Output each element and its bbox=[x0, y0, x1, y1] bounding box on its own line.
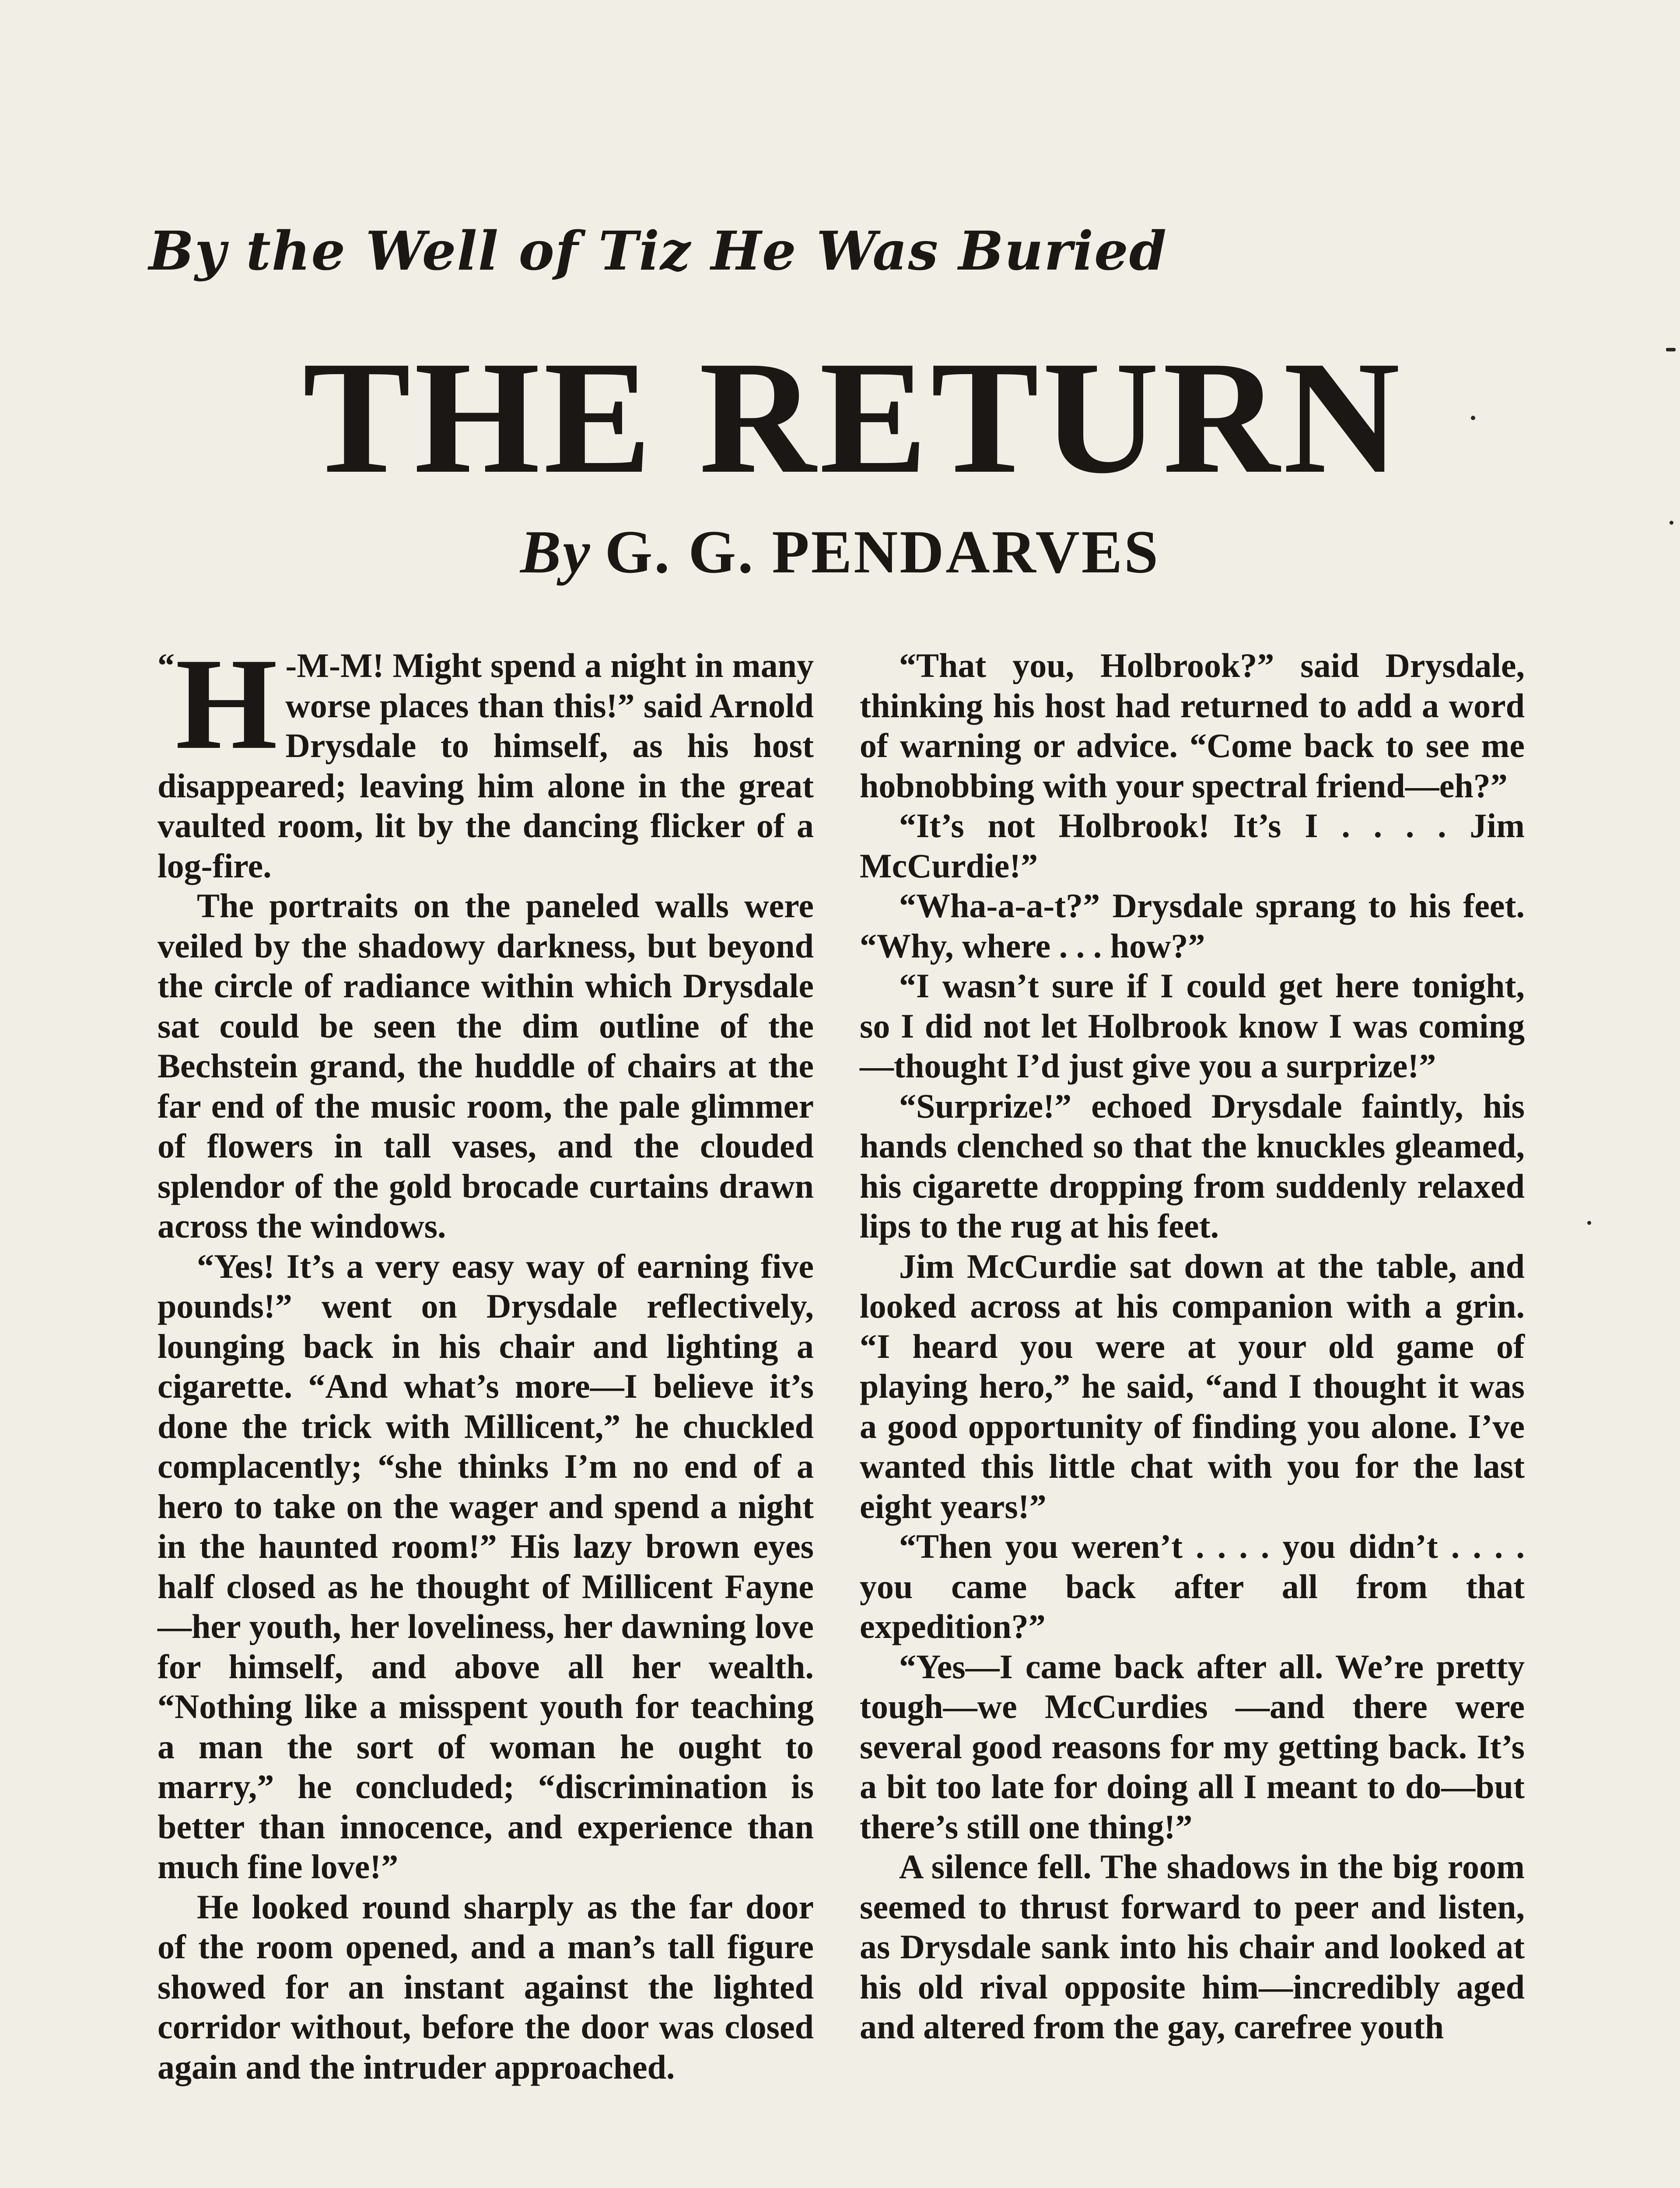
left-paragraph-1-text: -M-M! Might spend a night in many worse places than this!” said Arnold Drysdale to himself, as his host disappeared; leaving him alone in the great vaulted room, lit by the dancing flicker of a log-fire. bbox=[158, 646, 814, 885]
drop-cap: H bbox=[175, 631, 278, 776]
margin-mark bbox=[1471, 416, 1475, 420]
margin-mark bbox=[1670, 521, 1673, 525]
left-paragraph-1 bbox=[158, 631, 814, 886]
left-paragraph-4: He looked round sharply as the far door of the room opened, and a man’s tall figure showed for an instant against the lighted corridor without, before the door was closed again and the intruder approached. bbox=[158, 1887, 814, 2086]
byline-author: G. G. PENDARVES bbox=[605, 518, 1160, 586]
margin-mark bbox=[1587, 1221, 1591, 1225]
drop-quote: “ bbox=[158, 646, 175, 684]
byline bbox=[0, 519, 1680, 586]
right-paragraph-3: “Wha-a-a-t?” Drysdale sprang to his feet. “Why, where . . . how?” bbox=[860, 887, 1525, 965]
story-subtitle: By the Well of Tiz He Was Buried bbox=[149, 219, 1168, 282]
left-paragraph-3: “Yes! It’s a very easy way of earning five pounds!” went on Drysdale reflectively, lounging back in his chair and lighting a cigarette. “And what’s more—I believe it’s done the trick with Millicent,” he chuckled complacently; “she thinks I’m no end of a hero to take on the wager and spend a night in the haunted room!” His lazy brown eyes half closed as he thought of Millicent Fayne—her youth, her loveliness, her dawning love for himself, and above all her wealth. “Nothing like a misspent youth for teaching a man the sort of woman he ought to marry,” he concluded; “discrimination is better than innocence, and experience than much fine love!” bbox=[158, 1247, 814, 1886]
right-paragraph-1: “That you, Holbrook?” said Drysdale, thinking his host had returned to add a word of warning or advice. “Come back to see me hobnobbing with your spectral friend—eh?” bbox=[860, 646, 1525, 805]
left-column bbox=[158, 631, 814, 2087]
right-paragraph-7: “Then you weren’t . . . . you didn’t . . . . you came back after all from that expedition?” bbox=[860, 1527, 1525, 1645]
left-paragraph-2: The portraits on the paneled walls were veiled by the shadowy darkness, but beyond the circle of radiance within which Drysdale sat could be seen the dim outline of the Bechstein grand, the huddle of chairs at the far end of the music room, the pale glimmer of flowers in tall vases, and the clouded splendor of the gold brocade curtains drawn across the windows. bbox=[158, 887, 814, 1245]
right-paragraph-9: A silence fell. The shadows in the big room seemed to thrust forward to peer and listen, as Drysdale sank into his chair and looked at his old rival opposite him—incredibly aged and altered from the gay, carefree youth bbox=[860, 1848, 1525, 2046]
right-paragraph-5: “Surprize!” echoed Drysdale faintly, his hands clenched so that the knuckles gleamed, his cigarette dropping from suddenly relaxed lips to the rug at his feet. bbox=[860, 1087, 1525, 1245]
margin-mark bbox=[1666, 348, 1676, 351]
right-paragraph-4: “I wasn’t sure if I could get here tonight, so I did not let Holbrook know I was coming—thought I’d just give you a surprize!” bbox=[860, 967, 1525, 1085]
byline-by: By bbox=[520, 518, 592, 586]
right-paragraph-6: Jim McCurdie sat down at the table, and looked across at his companion with a grin. “I heard you were at your old game of playing hero,” he said, “and I thought it was a good opportunity of finding you alone. I’ve wanted this little chat with you for the last eight years!” bbox=[860, 1247, 1525, 1525]
right-column bbox=[860, 645, 1525, 2047]
story-title: THE RETURN bbox=[302, 328, 1404, 507]
right-paragraph-8: “Yes—I came back after all. We’re pretty tough—we McCurdies —and there were several good reasons for my getting back. It’s a bit too late for doing all I meant to do—but there’s still one thing!” bbox=[860, 1647, 1525, 1846]
right-paragraph-2: “It’s not Holbrook! It’s I . . . . Jim McCurdie!” bbox=[860, 806, 1525, 885]
